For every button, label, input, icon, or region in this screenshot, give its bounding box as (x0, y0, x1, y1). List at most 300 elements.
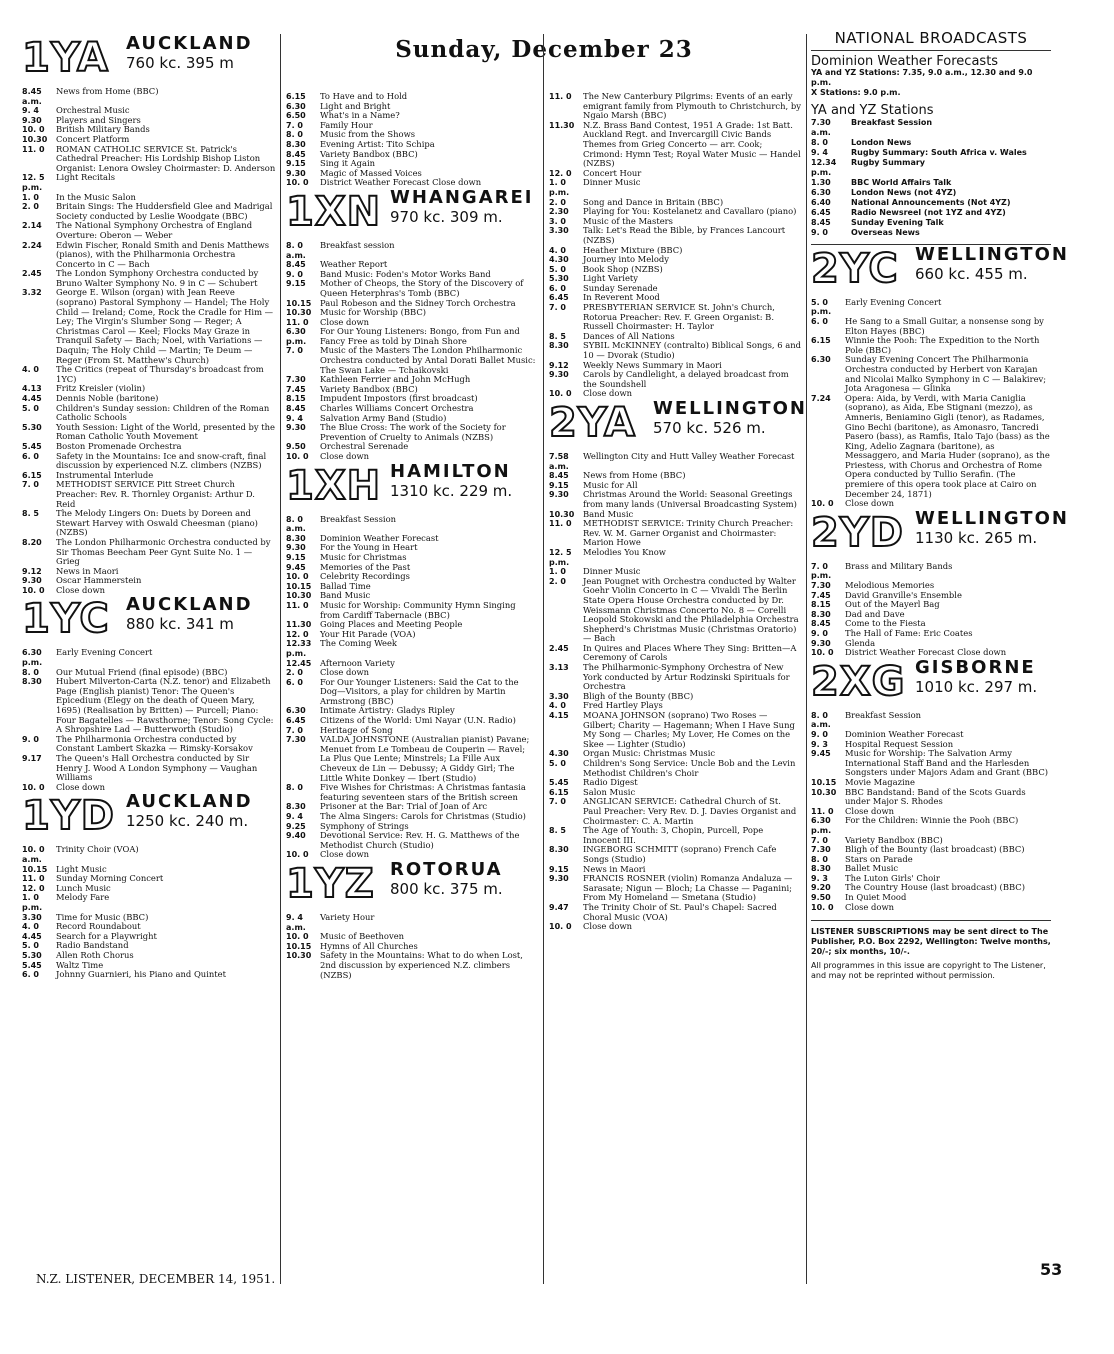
programme-description: Fred Hartley Plays (583, 700, 663, 711)
programme-description: Your Hit Parade (VOA) (320, 628, 416, 639)
national-row (811, 138, 1051, 148)
programme-row (22, 145, 276, 174)
station-frequency: 1010 kc. 297 m. (915, 677, 1038, 696)
programme-time: 8. 5 (549, 331, 566, 341)
programme-row (286, 783, 538, 802)
programme-row (549, 548, 801, 567)
programme-time: 10.15 (286, 298, 312, 308)
programme-description: Afternoon Variety (320, 657, 395, 668)
column-2 (286, 92, 538, 1272)
programme-description: To Have and to Hold (320, 91, 408, 101)
programme-time: 7. 0 (22, 480, 39, 490)
programme-time: 1. 0 p.m. (22, 893, 43, 912)
programme-description: Variety Bandbox (BBC) (320, 383, 418, 394)
programme-description: Dinner Music (583, 177, 641, 188)
programme-time: 3.13 (549, 663, 569, 673)
station-name: AUCKLAND (126, 33, 253, 54)
programme-description: Devotional Service: Rev. H. G. Matthews of the Methodist Church (Studio) (320, 830, 520, 850)
ya-yz-list (811, 118, 1051, 238)
programme-time: 8.45 (549, 471, 569, 481)
programme-description: Five Wishes for Christmas: A Christmas fantasia featuring seventeen stars of the British screen (320, 782, 526, 802)
programme-time: 7.30 (811, 581, 831, 591)
programme-description: Music for Worship (BBC) (320, 307, 426, 318)
station-header (811, 243, 1069, 294)
programme-row (286, 279, 538, 298)
programme-time: 8.30 (286, 802, 306, 812)
programme-time: 10.30 (286, 591, 312, 601)
programme-description: Music for Worship: The Salvation Army International Staff Band and the Harlesden Songsters under Majors Adam and Grant (BBC) (845, 748, 1048, 778)
programme-time: 2. 0 (286, 668, 303, 678)
programme-row (22, 970, 276, 980)
programme-description: N.Z. Brass Band Contest, 1951 A Grade: 1st Batt. Auckland Regt. and Invercargill Civic Bands Themes from Grieg Concerto — arr. Cook; Crimond: Hymn Test; Royal Water Music — Handel (NZBS) (583, 119, 801, 169)
national-time: 6.40 (811, 197, 831, 207)
station-header (811, 656, 1051, 707)
programme-time: 7. 0 (549, 303, 566, 313)
programme-time: 3.30 (549, 691, 569, 701)
programme-time: 6.45 (286, 716, 306, 726)
programme-time: 9.15 (286, 552, 306, 562)
programme-time: 11. 0 (22, 874, 45, 884)
programme-row (22, 648, 276, 667)
programme-time: 10.30 (286, 308, 312, 318)
programme-description: The London Philharmonic Orchestra conducted by Sir Thomas Beecham Peer Gynt Suite No. 1 — Grieg (56, 536, 271, 567)
programme-row (22, 241, 276, 270)
programme-description: Record Roundabout (56, 921, 141, 932)
programme-description: Dominion Weather Forecast (845, 728, 964, 739)
national-time: 6.45 (811, 207, 831, 217)
programme-description: In Reverent Mood (583, 292, 660, 303)
column-divider (280, 34, 281, 1284)
programme-row (22, 735, 276, 754)
programme-time: 10. 0 a.m. (22, 845, 45, 864)
programme-time: 10. 0 (286, 850, 309, 860)
programme-row (286, 423, 538, 442)
programme-description: Stars on Parade (845, 853, 913, 864)
programme-description: PRESBYTERIAN SERVICE St. John's Church, Rotorua Preacher: Rev. F. Green Organist: B. Russell Choirmaster: H. Taylor (583, 302, 775, 332)
programme-description: Light and Bright (320, 100, 391, 111)
station-callsign: 2YD (811, 509, 904, 556)
programme-row (286, 735, 538, 783)
programme-time: 7.30 (286, 375, 306, 385)
programme-description: Impudent Impostors (first broadcast) (320, 393, 478, 404)
national-programme: London News (851, 137, 912, 147)
national-time: 8. 0 (811, 137, 828, 147)
programme-time: 4. 0 (22, 922, 39, 932)
programme-description: Prisoner at the Bar: Trial of Joan of Arc (320, 801, 488, 812)
programme-time: 5. 0 p.m. (811, 297, 832, 317)
programme-time: 12. 0 (22, 883, 45, 893)
programme-description: Close down (56, 584, 106, 595)
programme-description: Music of Beethoven (320, 931, 405, 942)
programme-description: Light Recitals (56, 172, 115, 183)
programme-description: Instrumental Interlude (56, 469, 154, 480)
programme-time: 10. 0 (286, 932, 309, 942)
programme-time: 2. 0 (549, 576, 566, 586)
programme-description: Close down (845, 498, 895, 509)
programme-time: 2.45 (549, 643, 569, 653)
programme-time: 8.15 (286, 394, 306, 404)
programme-description: The Coming Week (320, 638, 397, 649)
programme-time: 3. 0 (549, 216, 566, 226)
programme-description: Paul Robeson and the Sidney Torch Orchestra (320, 297, 516, 308)
programme-time: 5.45 (549, 778, 569, 788)
programme-time: 6.15 (22, 470, 42, 480)
programme-description: Edwin Fischer, Ronald Smith and Denis Matthews (pianos), with the Philharmonia Orchestra Concerto in C — Bach (56, 239, 270, 269)
programme-time: 8.30 (811, 864, 831, 874)
programme-time: 5. 0 (22, 403, 39, 413)
programme-description: BBC Bandstand: Band of the Scots Guards under Major S. Rhodes (845, 786, 1026, 807)
programme-description: Citizens of the World: Umi Nayar (U.N. Radio) (320, 715, 516, 726)
programme-row (22, 452, 276, 471)
station-frequency: 1310 kc. 229 m. (390, 481, 513, 500)
station-frequency: 800 kc. 375 m. (390, 879, 503, 898)
programme-description: Salon Music (583, 786, 636, 797)
programme-row (22, 538, 276, 567)
programme-time: 7.58 a.m. (549, 452, 569, 471)
programme-description: Come to the Fiesta (845, 618, 926, 629)
station-header (22, 33, 276, 83)
programme-time: 9.40 (286, 831, 306, 841)
programme-description: District Weather Forecast Close down (320, 177, 482, 188)
programme-description: VALDA JOHNSTONE (Australian pianist) Pavane; Menuet from Le Tombeau de Couperin — Ravel; La Plus Que Lente; Minstrels; La Fille Aux Cheveux de Lin — Debussy; A Giddy Girl; The Little White Donkey — Ibert (Studio) (320, 734, 530, 783)
programme-time: 6.30 (811, 355, 831, 365)
programme-description: David Granville's Ensemble (845, 589, 962, 600)
programme-row (549, 452, 801, 471)
page-date-heading: Sunday, December 23 (395, 36, 693, 63)
programme-row (22, 365, 276, 384)
programme-description: Radio Bandstand (56, 940, 129, 951)
programme-description: Time for Music (BBC) (56, 911, 149, 922)
programme-time: 10.15 (286, 581, 312, 591)
national-row (811, 118, 1051, 138)
programme-row (811, 562, 1051, 581)
programme-time: 8. 0 a.m. (811, 710, 831, 730)
programme-time: 2. 0 (549, 197, 566, 207)
programme-time: 9.12 (22, 566, 42, 576)
programme-description: Close down (320, 849, 370, 860)
programme-description: Intimate Artistry: Gladys Ripley (320, 705, 455, 716)
programme-time: 4.15 (549, 711, 569, 721)
programme-time: 7.24 (811, 393, 831, 403)
national-time: 7.30 a.m. (811, 117, 831, 137)
national-programme: National Announcements (Not 4YZ) (851, 197, 1011, 207)
national-row (811, 148, 1051, 158)
programme-row (811, 711, 1051, 730)
station-header (22, 791, 276, 841)
programme-description: Wellington City and Hutt Valley Weather Forecast (583, 451, 795, 461)
programme-row (549, 577, 801, 644)
station-name: HAMILTON (390, 460, 511, 482)
programme-description: The Blue Cross: The work of the Society for Prevention of Cruelty to Animals (NZBS) (320, 422, 506, 442)
national-row (811, 218, 1051, 228)
programme-description: Breakfast session (320, 239, 395, 250)
programme-description: Organ Music: Christmas Music (583, 748, 716, 759)
programme-row (549, 341, 801, 360)
programme-description: Music from the Shows (320, 129, 416, 140)
programme-time: 2.24 (22, 240, 42, 250)
programme-description: Music of the Masters (583, 215, 673, 226)
programme-time: 6. 0 (549, 283, 566, 293)
programme-row (286, 327, 538, 346)
programme-time: 9.30 (22, 115, 42, 125)
programme-row (286, 678, 538, 707)
programme-time: 9. 3 (811, 873, 828, 883)
programme-description: Sunday Serenade (583, 282, 658, 293)
programme-description: Carols by Candlelight, a delayed broadcast from the Soundshell (583, 369, 789, 389)
programme-time: 10. 0 (811, 499, 834, 509)
programme-description: The Philharmonic-Symphony Orchestra of New York conducted by Artur Rodzinski Spirituals for Orchestra (583, 662, 790, 692)
programme-row (22, 480, 276, 509)
programme-description: Song and Dance in Britain (BBC) (583, 196, 724, 207)
column-divider (543, 34, 544, 1284)
station-frequency: 760 kc. 395 m (126, 54, 234, 72)
programme-description: He Sang to a Small Guitar, a nonsense song by Elton Hayes (BBC) (845, 315, 1044, 336)
station-frequency: 570 kc. 526 m. (653, 419, 766, 437)
programme-description: Hubert Milverton-Carta (N.Z. tenor) and Elizabeth Page (English pianist) Tenor: The Queen's Epicedium (Elegy on the death of Queen Mary, 1695) (Realisation by Britten) — Purcell; Piano: Four Bagatelles — Rawsthorne; Tenor: Song Cycle: A Shropshire Lad — Butterworth (Studio) (56, 676, 274, 735)
programme-description: Charles Williams Concert Orchestra (320, 403, 474, 414)
station-header (286, 186, 538, 237)
programme-time: 1. 0 (549, 567, 566, 577)
programme-row (549, 845, 801, 864)
programme-time: 4. 0 (549, 701, 566, 711)
programme-time: 8.30 (286, 139, 306, 149)
programme-time: 8.30 (286, 533, 306, 543)
station-name: GISBORNE (915, 656, 1036, 678)
programme-row (549, 226, 801, 245)
programme-description: Youth Session: Light of the World, presented by the Roman Catholic Youth Movement (56, 421, 275, 442)
programme-time: 7. 0 (286, 346, 303, 356)
national-time: 9. 4 (811, 147, 828, 157)
programme-description: For Our Young Listeners: Bongo, from Fun and Fancy Free as told by Dinah Shore (320, 326, 520, 346)
programme-description: Close down (320, 316, 370, 327)
programme-time: 8.45 (286, 404, 306, 414)
programme-time: 12. 5 p.m. (549, 547, 572, 567)
programme-description: Band Music (583, 508, 634, 519)
programme-description: Bligh of the Bounty (last broadcast) (BBC) (845, 844, 1025, 855)
programme-time: 7.45 (811, 590, 831, 600)
programme-description: Children's Song Service: Uncle Bob and the Levin Methodist Children's Choir (583, 758, 796, 778)
station-callsign: 2YA (549, 400, 636, 446)
subscriptions-notice (811, 920, 1051, 981)
programme-row (549, 797, 801, 826)
programme-row (811, 788, 1051, 807)
programme-description: The Alma Singers: Carols for Christmas (Studio) (320, 811, 526, 821)
programme-description: Close down (583, 921, 633, 932)
programme-time: 6. 0 (811, 316, 828, 326)
programme-description: Variety Bandbox (BBC) (320, 148, 418, 159)
programme-description: Light Music (56, 863, 107, 874)
programme-description: Melodies You Know (583, 546, 666, 557)
programme-description: In Quires and Places Where They Sing: Britten—A Ceremony of Carols (583, 642, 797, 663)
programme-row (811, 903, 1051, 913)
programme-description: Our Mutual Friend (final episode) (BBC) (56, 666, 228, 677)
programme-time: 10. 0 (22, 585, 45, 595)
programme-description: For the Young in Heart (320, 542, 418, 553)
column-divider (806, 34, 807, 1284)
programme-description: Mother of Cheops, the Story of the Discovery of Queen Heterphras's Tomb (BBC) (320, 278, 524, 298)
programme-description: Weather Report (320, 259, 388, 270)
national-programme: Rugby Summary (851, 157, 925, 167)
programme-time: 8. 0 (811, 854, 828, 864)
programme-description: The Country House (last broadcast) (BBC) (845, 882, 1025, 893)
programme-time: 11.30 (549, 120, 575, 130)
national-row (811, 188, 1051, 198)
programme-row (811, 336, 1051, 355)
station-name: WELLINGTON (915, 243, 1069, 265)
programme-description: In the Music Salon (56, 191, 136, 202)
programme-time: 8.30 (811, 609, 831, 619)
programme-description: Radio Digest (583, 777, 638, 788)
programme-description: The Hall of Fame: Eric Coates (845, 628, 973, 638)
programme-time: 9.45 (811, 749, 831, 759)
programme-row (811, 355, 1051, 393)
programme-description: Waltz Time (56, 959, 104, 970)
programme-time: 10.30 (811, 787, 837, 797)
programme-description: Weekly News Summary in Maori (583, 359, 722, 370)
programme-description: News in Maori (583, 863, 646, 874)
programme-row (549, 519, 801, 548)
programme-time: 10.30 (22, 134, 48, 144)
station-callsign: 1YZ (286, 860, 375, 907)
station-name: ROTORUA (390, 858, 503, 880)
programme-time: 5.30 (22, 422, 42, 432)
programme-description: Symphony of Strings (320, 820, 409, 831)
programme-description: Glenda (845, 637, 876, 648)
programme-time: 9.47 (549, 902, 569, 912)
programme-description: Dances of All Nations (583, 330, 675, 341)
programme-row (549, 92, 801, 121)
programme-description: Out of the Mayerl Bag (845, 599, 940, 610)
programme-description: Dominion Weather Forecast (320, 532, 439, 543)
programme-description: FRANCIS ROSNER (violin) Romanza Andaluza — Sarasate; Nigun — Bloch; La Chasse — Paganini; From My Homeland — Smetana (Studio) (583, 873, 793, 903)
programme-time: 2.30 (549, 207, 569, 217)
programme-time: 9.17 (22, 754, 42, 763)
station-header (286, 460, 538, 511)
programme-description: Dad and Dave (845, 608, 905, 619)
programme-description: Kathleen Ferrier and John McHugh (320, 374, 471, 385)
programme-time: 9. 0 (22, 734, 39, 744)
programme-time: 10. 0 (549, 389, 572, 399)
station-frequency: 970 kc. 309 m. (390, 207, 503, 226)
station-callsign: 2YC (811, 245, 899, 292)
programme-row (286, 951, 538, 980)
programme-description: Jean Pougnet with Orchestra conducted by Walter Goehr Violin Concerto in C — Vivaldi The Berlin State Opera House Orchestra conducted by Dr. Weissmann Christmas Concerto No. 8 — Corelli Leopold Stokowski and the Philadelphia Orchestra Shepherd's Christmas Music (Christmas Oratorio) — Bach (583, 575, 799, 644)
programme-time: 2. 0 (22, 202, 39, 212)
programme-description: The Queen's Hall Orchestra conducted by Sir Henry J. Wood A London Symphony — Vaughan Williams (56, 753, 258, 783)
programme-row (549, 178, 801, 197)
programme-time: 9.50 (811, 893, 831, 903)
programme-description: INGEBORG SCHMITT (soprano) French Cafe Songs (Studio) (583, 844, 777, 864)
station-frequency: 880 kc. 341 m (126, 615, 234, 634)
programme-time: 2.14 (22, 221, 42, 231)
programme-time: 10. 0 (549, 922, 572, 932)
programme-description: The Luton Girls' Choir (845, 872, 940, 883)
programme-description: The Age of Youth: 3, Chopin, Purcell, Pope Innocent III. (583, 825, 764, 845)
page-footer: N.Z. LISTENER, DECEMBER 14, 1951. (36, 1272, 276, 1286)
programme-row (22, 423, 276, 442)
programme-description: For Our Younger Listeners: Said the Cat to the Dog—Visitors, a play for children by Martin Armstrong (BBC) (320, 676, 519, 706)
programme-description: Going Places and Meeting People (320, 619, 463, 630)
programme-time: 4.45 (22, 394, 42, 403)
programme-description: Heather Mixture (BBC) (583, 244, 683, 255)
national-time: 9. 0 (811, 227, 828, 237)
copyright-text: All programmes in this issue are copyright to The Listener, and may not be reprinted without permission. (811, 961, 1046, 981)
station-frequency: 660 kc. 455 m. (915, 264, 1028, 283)
programme-time: 2.45 (22, 269, 42, 279)
programme-description: Safety in the Mountains: Ice and snow-craft, final discussion by experienced N.Z. climbers (NZBS) (56, 450, 267, 471)
programme-description: The Melody Lingers On: Duets by Doreen and Stewart Harvey with Oswald Cheesman (piano) (NZBS) (56, 508, 258, 538)
programme-description: Hospital Request Session (845, 738, 954, 749)
programme-description: MOANA JOHNSON (soprano) Two Roses — Gilbert; Charity — Hagemann; When I Have Sung My Song — Charles; My Lover, He Comes on the Skee — Lighter (Studio) (583, 710, 795, 749)
programme-description: Allen Roth Chorus (56, 949, 134, 960)
programme-description: News in Maori (56, 565, 119, 576)
programme-description: Early Evening Concert (845, 296, 942, 307)
national-row (811, 198, 1051, 208)
programme-row (811, 394, 1051, 500)
programme-row (22, 677, 276, 735)
programme-time: 8.20 (22, 537, 42, 547)
programme-description: Close down (845, 901, 895, 912)
programme-row (549, 490, 801, 509)
programme-time: 4.45 (22, 931, 42, 941)
national-programme: London News (not 4YZ) (851, 187, 957, 197)
national-programme: Overseas News (851, 227, 920, 237)
programme-time: 6.15 (811, 336, 831, 346)
programme-description: Magic of Massed Voices (320, 167, 422, 178)
programme-time: 12.33 p.m. (286, 639, 312, 658)
programme-time: 9.45 (286, 562, 306, 572)
programme-row (811, 816, 1051, 835)
programme-time: 9.30 (286, 423, 306, 433)
programme-description: Boston Promenade Orchestra (56, 440, 182, 451)
programme-time: 6.30 (286, 101, 306, 111)
programme-time: 3.30 (22, 912, 42, 922)
programme-row (22, 404, 276, 423)
programme-time: 12.45 (286, 658, 312, 668)
programme-row (22, 509, 276, 538)
programme-row (549, 370, 801, 389)
programme-description: Book Shop (NZBS) (583, 263, 663, 274)
station-callsign: 1XH (286, 462, 382, 509)
programme-description: Dennis Noble (baritone) (56, 393, 159, 403)
programme-time: 6.30 p.m. (286, 327, 307, 346)
national-time: 1.30 (811, 177, 831, 187)
programme-description: Close down (56, 781, 106, 792)
programme-time: 9.30 (549, 490, 569, 500)
programme-time: 6.30 p.m. (22, 648, 43, 668)
programme-row (286, 241, 538, 260)
page-number: 53 (1040, 1260, 1063, 1279)
programme-row (286, 601, 538, 620)
national-programme: Breakfast Session (851, 117, 933, 127)
programme-description: News from Home (BBC) (56, 86, 159, 96)
programme-time: 8. 0 (22, 667, 39, 677)
programme-description: The Philharmonia Orchestra conducted by Constant Lambert Skazka — Rimsky-Korsakov (56, 733, 253, 754)
programme-time: 5. 0 (549, 264, 566, 274)
programme-description: ROMAN CATHOLIC SERVICE St. Patrick's Cathedral Preacher: His Lordship Bishop Liston Organist: Lenora Owsley Choirmaster: D. Anderson (56, 143, 276, 173)
programme-time: 9.50 (286, 442, 306, 452)
programme-time: 10. 0 (22, 782, 45, 792)
programme-row (22, 202, 276, 221)
programme-time: 9.30 (549, 874, 569, 884)
programme-time: 3.30 (549, 226, 569, 236)
station-name: WELLINGTON (915, 507, 1069, 529)
programme-time: 10. 0 (286, 572, 309, 582)
programme-time: 8. 0 (286, 130, 303, 140)
national-time: 6.30 (811, 187, 831, 197)
programme-description: Melody Fare (56, 892, 110, 903)
programme-description: Britain Sings: The Huddersfield Glee and Madrigal Society conducted by Leslie Woodgate (BBC) (56, 201, 273, 221)
